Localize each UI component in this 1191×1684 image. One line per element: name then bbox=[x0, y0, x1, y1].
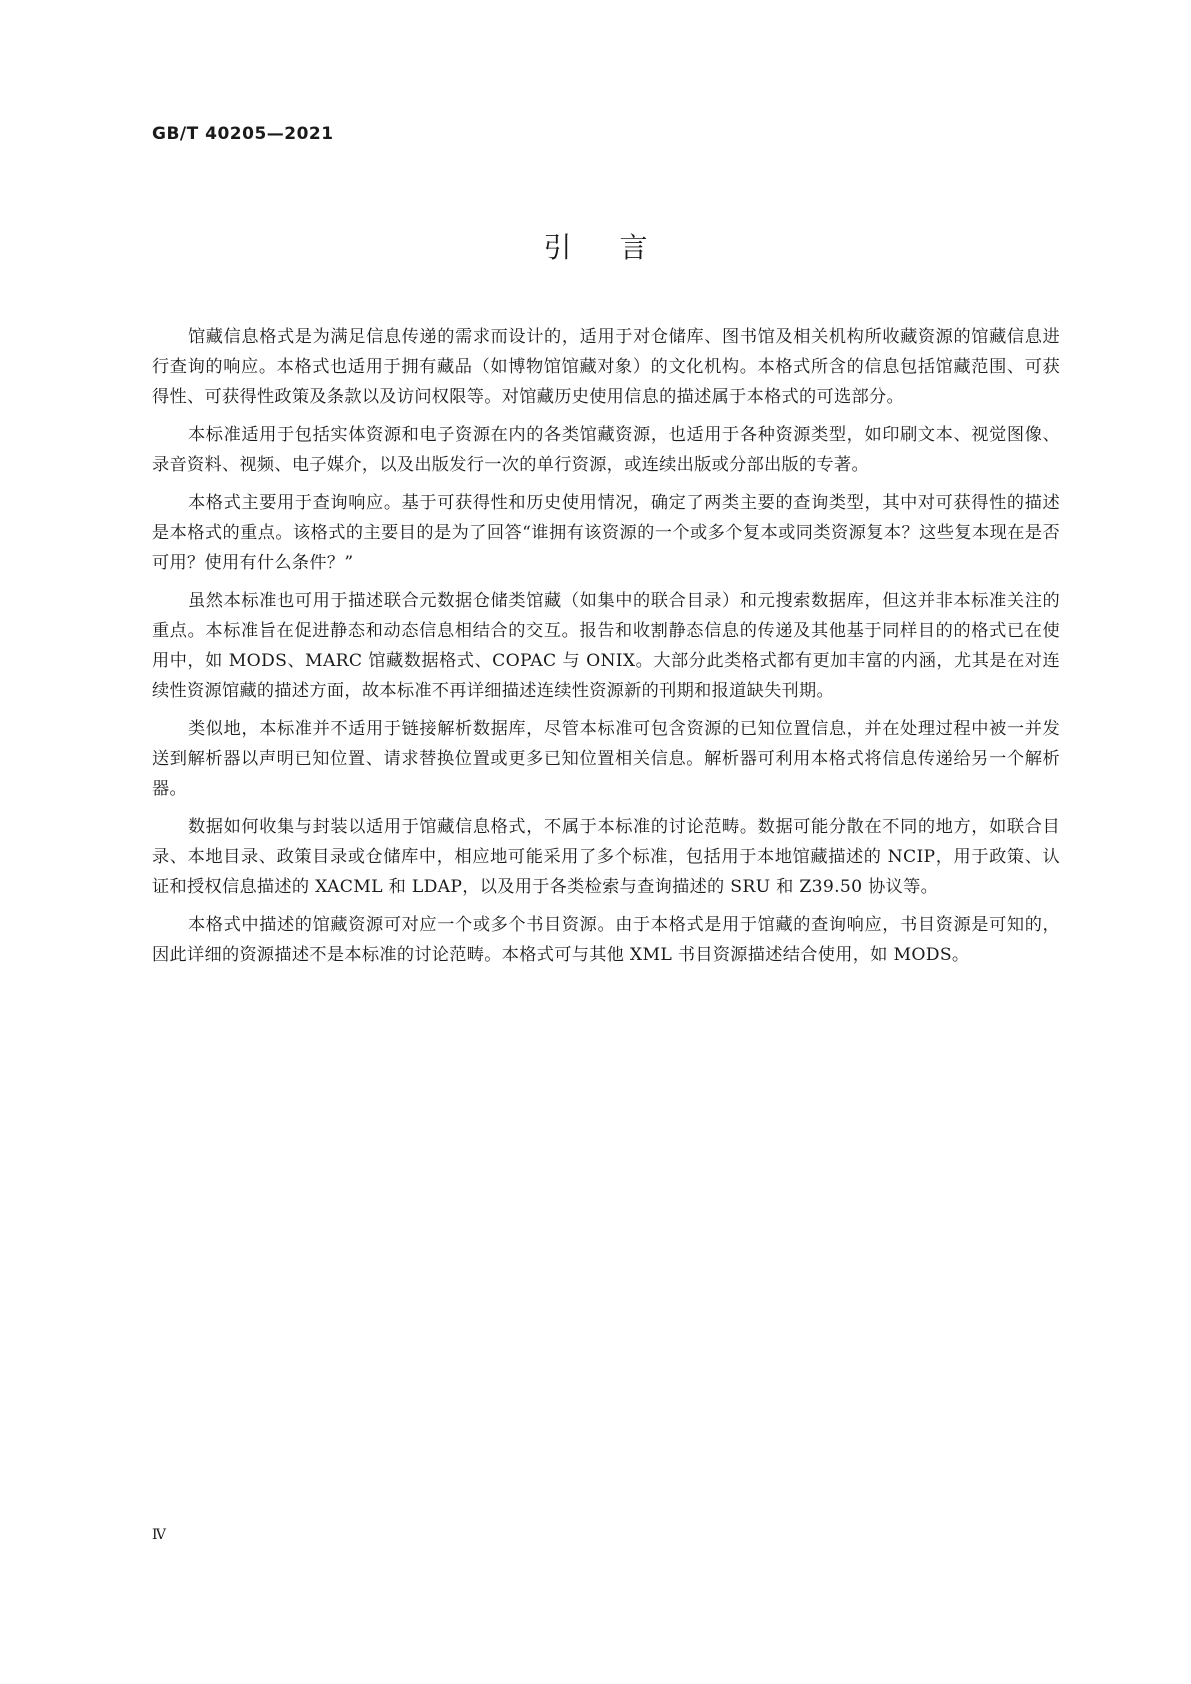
page-number: Ⅳ bbox=[152, 1527, 166, 1543]
standard-code: GB/T 40205—2021 bbox=[152, 124, 334, 144]
paragraph: 本格式中描述的馆藏资源可对应一个或多个书目资源。由于本格式是用于馆藏的查询响应，书目资源是可知的，因此详细的资源描述不是本标准的讨论范畴。本格式可与其他 XML 书目资源描述结合使用，如 MODS。 bbox=[152, 915, 1060, 965]
paragraph: 数据如何收集与封装以适用于馆藏信息格式，不属于本标准的讨论范畴。数据可能分散在不同的地方，如联合目录、本地目录、政策目录或仓储库中，相应地可能采用了多个标准，包括用于本地馆藏描述的 NCIP，用于政策、认证和授权信息描述的 XACML 和 LDAP，以及用于各类检索与查询描述的 SRU 和 Z39.50 协议等。 bbox=[152, 817, 1060, 897]
paragraph: 虽然本标准也可用于描述联合元数据仓储类馆藏（如集中的联合目录）和元搜索数据库，但这并非本标准关注的重点。本标准旨在促进静态和动态信息相结合的交互。报告和收割静态信息的传递及其他基于同样目的的格式已在使用中，如 MODS、MARC 馆藏数据格式、COPAC 与 ONIX。大部分此类格式都有更加丰富的内涵，尤其是在对连续性资源馆藏的描述方面，故本标准不再详细描述连续性资源新的刊期和报道缺失刊期。 bbox=[152, 591, 1060, 701]
paragraph: 类似地，本标准并不适用于链接解析数据库，尽管本标准可包含资源的已知位置信息，并在处理过程中被一并发送到解析器以声明已知位置、请求替换位置或更多已知位置相关信息。解析器可利用本格式将信息传递给另一个解析器。 bbox=[152, 719, 1060, 799]
paragraph: 本格式主要用于查询响应。基于可获得性和历史使用情况，确定了两类主要的查询类型，其中对可获得性的描述是本格式的重点。该格式的主要目的是为了回答“谁拥有该资源的一个或多个复本或同类资源复本？这些复本现在是否可用？使用有什么条件？” bbox=[152, 493, 1060, 573]
paragraph: 馆藏信息格式是为满足信息传递的需求而设计的，适用于对仓储库、图书馆及相关机构所收藏资源的馆藏信息进行查询的响应。本格式也适用于拥有藏品（如博物馆馆藏对象）的文化机构。本格式所含的信息包括馆藏范围、可获得性、可获得性政策及条款以及访问权限等。对馆藏历史使用信息的描述属于本格式的可选部分。 bbox=[152, 327, 1060, 407]
page-title: 引言 bbox=[543, 231, 696, 264]
paragraph: 本标准适用于包括实体资源和电子资源在内的各类馆藏资源，也适用于各种资源类型，如印刷文本、视觉图像、录音资料、视频、电子媒介，以及出版发行一次的单行资源，或连续出版或分部出版的专著。 bbox=[152, 425, 1060, 475]
introduction-body bbox=[152, 322, 1060, 978]
